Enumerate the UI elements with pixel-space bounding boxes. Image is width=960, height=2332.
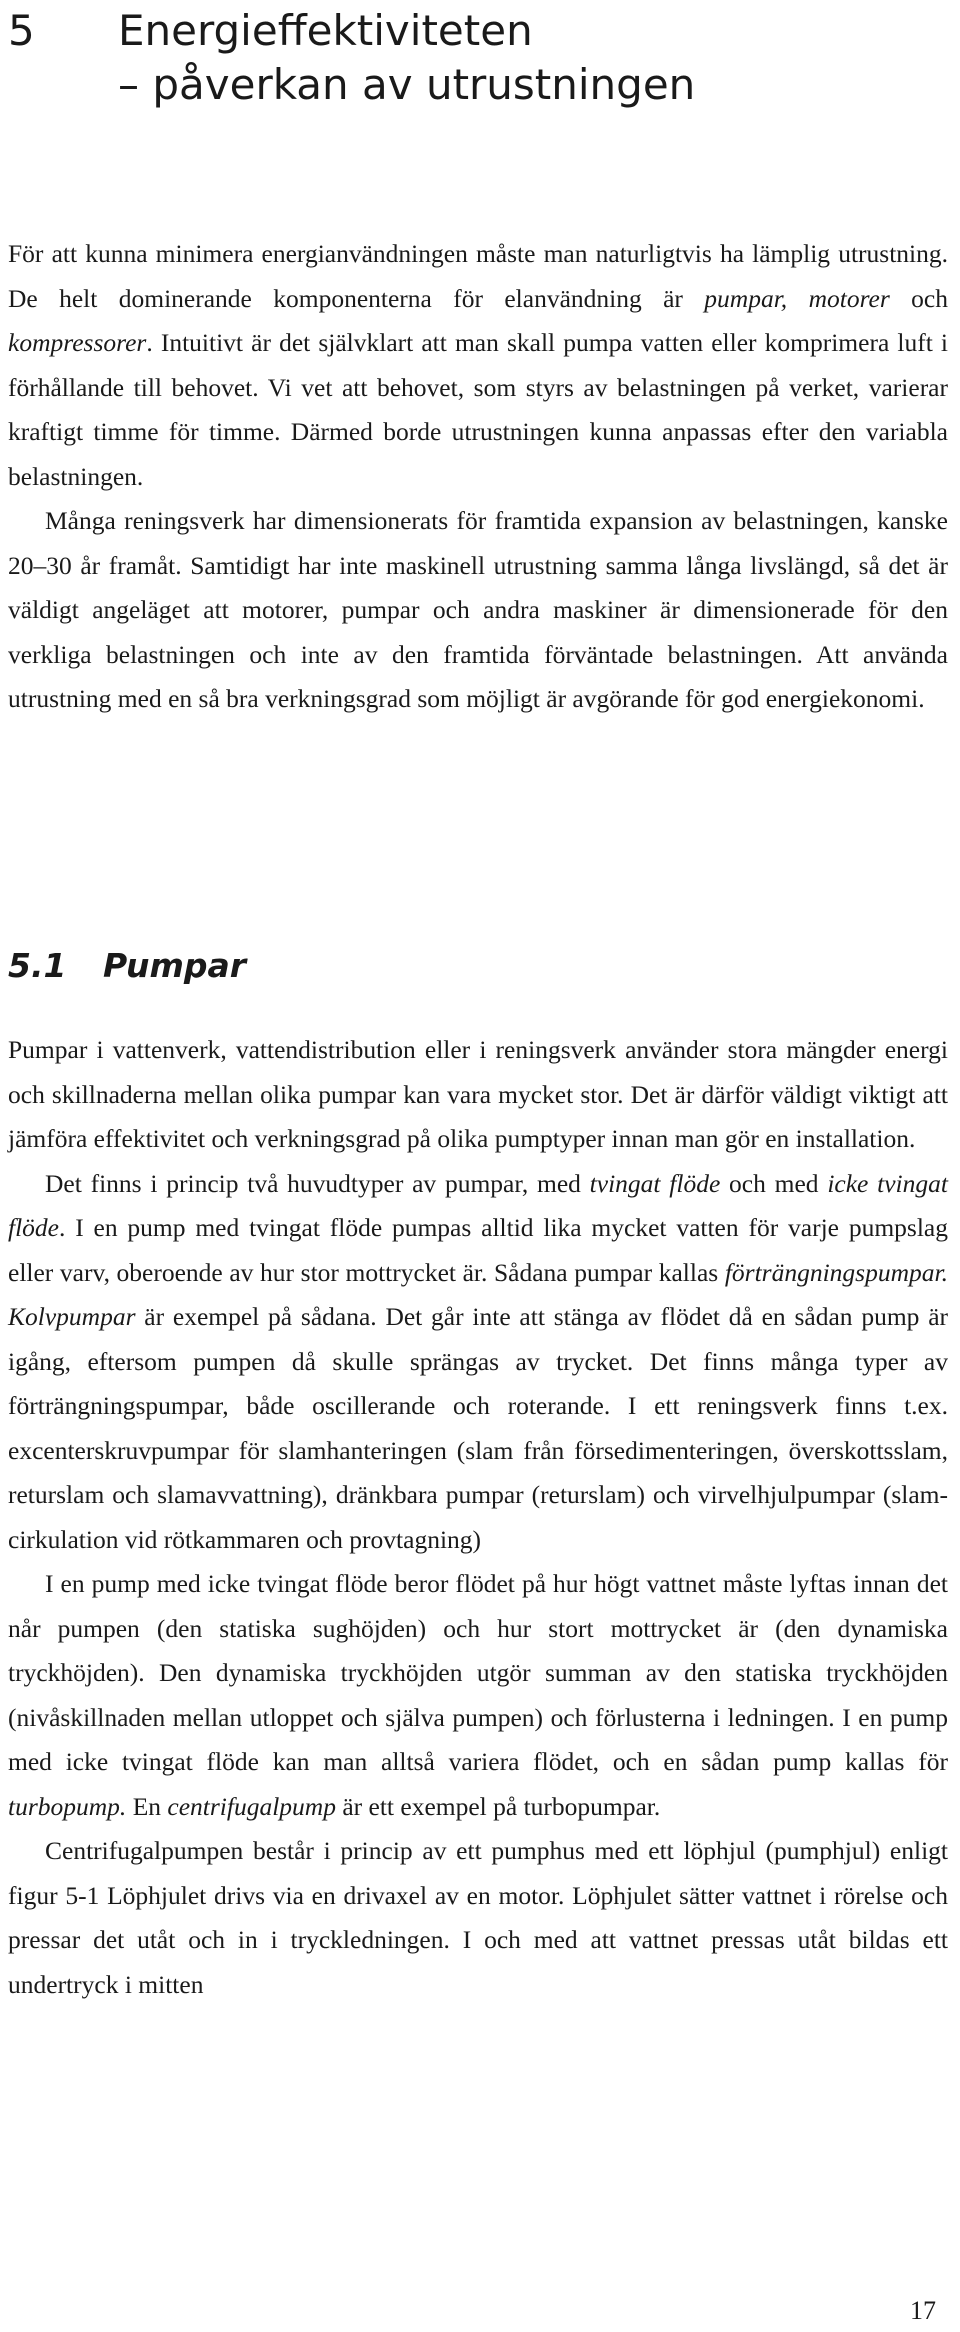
section-heading xyxy=(8,944,948,988)
pumpar-text xyxy=(8,1028,948,2007)
chapter-title-line-2: – påverkan av utrustningen xyxy=(118,60,696,109)
pumpar-paragraph-3: I en pump med icke tvingat flöde beror flödet på hur högt vattnet måste lyftas innan det når pumpen (den statiska sughöjden) och hur stort mottrycket är (den dynamiska tryckhöjden). Den dynamiska tryckhöjden utgör summan av den statiska tryckhöjden (nivåskillnaden mellan utloppet och själva pumpen) och förlusterna i ledningen. I en pump med icke tvingat flöde kan man alltså variera flödet, och en sådan pump kallas för turbopump. En centrifugalpump är ett exempel på turbopumpar. xyxy=(8,1569,948,1821)
intro-text xyxy=(8,232,948,722)
pumpar-paragraph-1: Pumpar i vattenverk, vattendistribution eller i reningsverk använder stora mängder energi och skillnaderna mellan olika pumpar kan vara mycket stor. Det är därför väldigt viktigt att jämföra effektivitet och verkningsgrad på olika pumptyper innan man gör en installation. xyxy=(8,1035,948,1153)
section-number: 5.1 xyxy=(8,946,67,985)
pumpar-paragraph-2: Det finns i princip två huvudtyper av pumpar, med tvingat flöde och med icke tvingat flöde. I en pump med tvingat flöde pumpas alltid lika mycket vatten för varje pumpslag eller varv, oberoende av hur stor mottrycket är. Sådana pumpar kallas förträngningspumpar. Kolvpumpar är exempel på sådana. Det går inte att stänga av flödet då en sådan pump är igång, eftersom pumpen då skulle sprängas av trycket. Det finns många typer av förträngningspumpar, både oscillerande och roterande. I ett reningsverk finns t.ex. excenterskruvpumpar för slamhanteringen (slam från försedimenteringen, överskottsslam, returslam och slamavvattning), dränkbara pumpar (returslam) och virvelhjulpumpar (slamcirkulation vid rötkammaren och provtagning) xyxy=(8,1168,948,1554)
chapter-title-line-1: Energieffektiviteten xyxy=(118,6,533,55)
intro-paragraph-1: För att kunna minimera energianvändningen måste man naturligtvis ha lämplig utrustning. De helt dominerande komponenterna för elanvändning är pumpar, motorer och kompressorer. Intuitivt är det självklart att man skall pumpa vatten eller komprimera luft i förhållande till behovet. Vi vet att behovet, som styrs av belastningen på verket, varierar kraftigt timme för timme. Därmed borde utrustningen kunna anpassas efter den variabla belastningen. xyxy=(8,239,948,491)
page-number: 17 xyxy=(910,2296,936,2325)
section-title: Pumpar xyxy=(103,946,247,985)
intro-paragraph-2: Många reningsverk har dimensionerats för framtida expansion av belastningen, kanske 20–30 år framåt. Samtidigt har inte maskinell utrustning samma långa livslängd, så det är väldigt angeläget att motorer, pumpar och andra maskiner är dimensionerade för den verkliga belastningen och inte av den framtida förväntade belastningen. Att använda utrustning med en så bra verkningsgrad som möjligt är avgörande för god energiekonomi. xyxy=(8,506,948,713)
pumpar-paragraph-4: Centrifugalpumpen består i princip av ett pumphus med ett löphjul (pumphjul) enligt figur 5-1 Löphjulet drivs via en drivaxel av en motor. Löphjulet sätter vattnet i rörelse och pressar det utåt och in i tryckledningen. I och med att vattnet pressas utåt bildas ett undertryck i mitten xyxy=(8,1836,948,1999)
chapter-number: 5 xyxy=(8,6,35,55)
